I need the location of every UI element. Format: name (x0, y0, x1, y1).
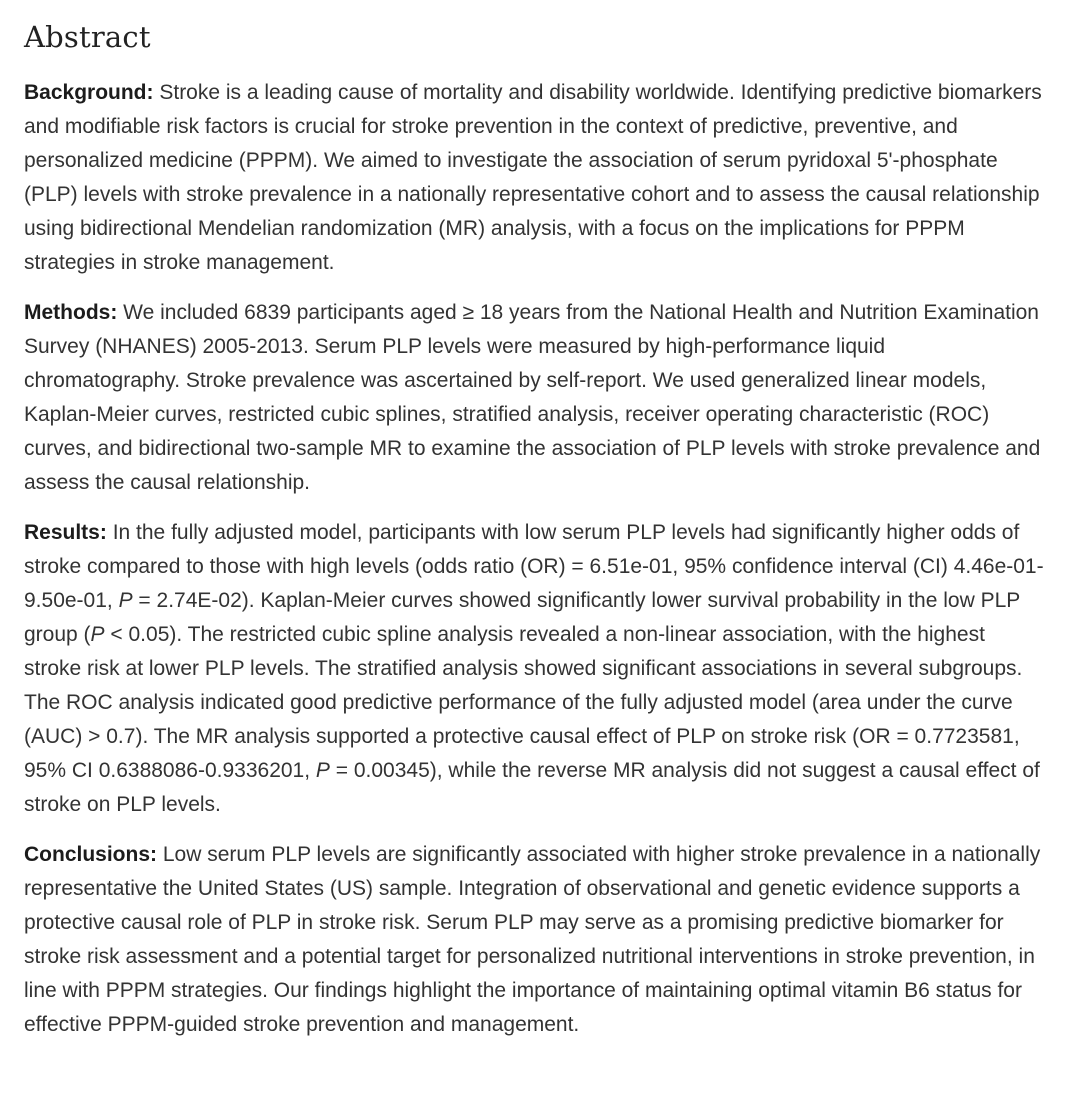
results-text-part-1: In the fully adjusted model, participants with low serum PLP levels had significantly higher odds of stroke compared to those with high levels (odds ratio (OR) = 6.51e-01, 95% confidence interval (CI) 4.46e-01-9.50e-01, (24, 521, 1044, 612)
background-label: Background: (24, 81, 154, 104)
methods-label: Methods: (24, 301, 118, 324)
results-text-part-3: < 0.05). The restricted cubic spline analysis revealed a non-linear association, with the highest stroke risk at lower PLP levels. The stratified analysis showed significant associations in several subgroups. The ROC analysis indicated good predictive performance of the fully adjusted model (area under the curve (AUC) > 0.7). The MR analysis supported a protective causal effect of PLP on stroke risk (OR = 0.7723581, 95% CI 0.6388086-0.9336201, (24, 623, 1023, 782)
methods-text: We included 6839 participants aged ≥ 18 years from the National Health and Nutrition Examination Survey (NHANES) 2005-2013. Serum PLP levels were measured by high-performance liquid chromatography. Stroke prevalence was ascertained by self-report. We used generalized linear models, Kaplan-Meier curves, restricted cubic splines, stratified analysis, receiver operating characteristic (ROC) curves, and bidirectional two-sample MR to examine the association of PLP levels with stroke prevalence and assess the causal relationship. (24, 301, 1041, 494)
results-text-part-4: = 0.00345), while the reverse MR analysis did not suggest a causal effect of stroke on PLP levels. (24, 759, 1040, 816)
conclusions-text: Low serum PLP levels are significantly associated with higher stroke prevalence in a nationally representative the United States (US) sample. Integration of observational and genetic evidence supports a protective causal role of PLP in stroke risk. Serum PLP may serve as a promising predictive biomarker for stroke risk assessment and a potential target for personalized nutritional interventions in stroke prevention, in line with PPPM strategies. Our findings highlight the importance of maintaining optimal vitamin B6 status for effective PPPM-guided stroke prevention and management. (24, 843, 1041, 1036)
p-value-symbol: P (90, 623, 105, 646)
results-paragraph (24, 516, 1044, 822)
conclusions-paragraph (24, 838, 1044, 1042)
abstract-heading: Abstract (24, 20, 151, 54)
results-text-part-2: = 2.74E-02). Kaplan-Meier curves showed significantly lower survival probability in the low PLP group ( (24, 589, 1020, 646)
results-label: Results: (24, 521, 107, 544)
background-paragraph (24, 76, 1044, 280)
background-text: Stroke is a leading cause of mortality and disability worldwide. Identifying predictive biomarkers and modifiable risk factors is crucial for stroke prevention in the context of predictive, preventive, and personalized medicine (PPPM). We aimed to investigate the association of serum pyridoxal 5'-phosphate (PLP) levels with stroke prevalence in a nationally representative cohort and to assess the causal relationship using bidirectional Mendelian randomization (MR) analysis, with a focus on the implications for PPPM strategies in stroke management. (24, 81, 1042, 274)
conclusions-label: Conclusions: (24, 843, 158, 866)
abstract-section (24, 16, 1044, 1058)
methods-paragraph (24, 296, 1044, 500)
p-value-symbol: P (118, 589, 133, 612)
p-value-symbol: P (315, 759, 330, 782)
